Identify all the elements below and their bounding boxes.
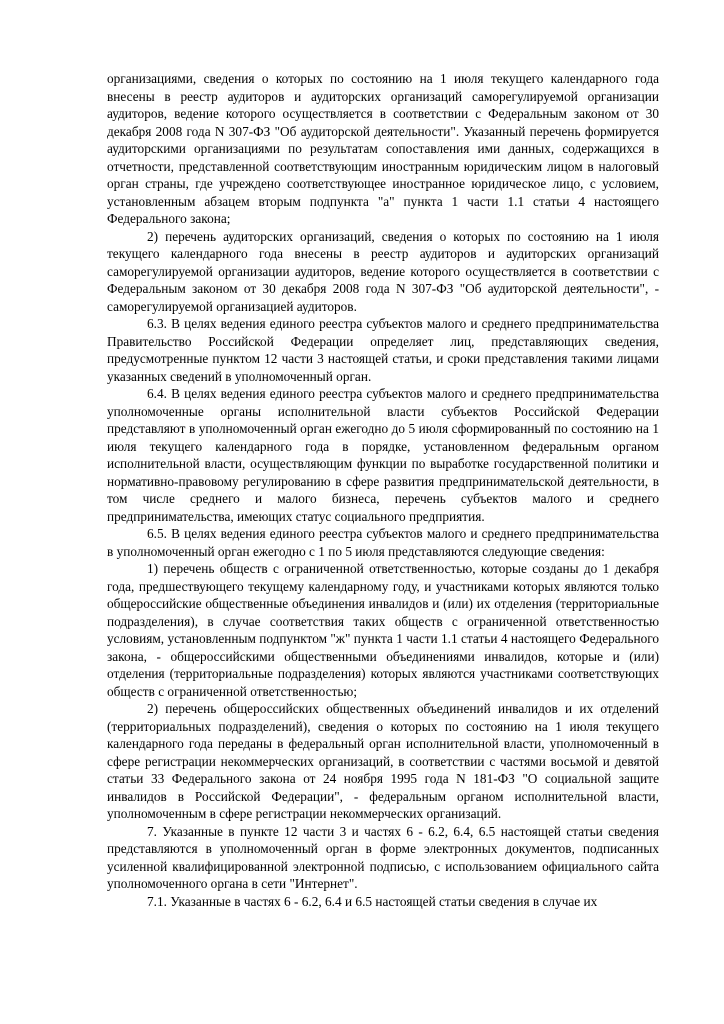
paragraph-7-1: 7.1. Указанные в частях 6 - 6.2, 6.4 и 6.5 настоящей статьи сведения в случае их <box>147 893 598 909</box>
paragraph-6-5-item-1: 1) перечень обществ с ограниченной ответственностью, которые созданы до 1 декабря года, предшествующего текущему календарному году, и участниками которых являются только общероссийские общественные объединения инвалидов и (или) их отделения (территориальные подразделения), в случае соответствия таких обществ с ограниченной ответственностью условиям, установленным подпунктом "ж" пункта 1 части 1.1 статьи 4 настоящего Федерального закона, - общероссийскими общественными объединениями инвалидов, которые и (или) отделения (территориальные подразделения) которых являются участниками соответствующих обществ с ограниченной ответственностью; <box>107 561 659 699</box>
paragraph-6-4: 6.4. В целях ведения единого реестра субъектов малого и среднего предпринимательства уполномоченные органы исполнительной власти субъектов Российской Федерации представляют в уполномоченный орган ежегодно до 5 июля сформированный по состоянию на 1 июля текущего календарного года в порядке, установленном федеральным органом исполнительной власти, осуществляющим функции по выработке государственной политики и нормативно-правовому регулированию в сфере развития предпринимательской деятельности, в том числе среднего и малого бизнеса, перечень субъектов малого и среднего предпринимательства, имеющих статус социального предприятия. <box>107 386 659 524</box>
paragraph-6-5: 6.5. В целях ведения единого реестра субъектов малого и среднего предпринимательства в уполномоченный орган ежегодно с 1 по 5 июля представляются следующие сведения: <box>107 526 659 559</box>
paragraph-1-continuation: организациями, сведения о которых по состоянию на 1 июля текущего календарного года внесены в реестр аудиторов и аудиторских организаций саморегулируемой организации аудиторов, ведение которого осуществляется в соответствии с Федеральным законом от 30 декабря 2008 года N 307-ФЗ "Об аудиторской деятельности". Указанный перечень формируется аудиторскими организациями по результатам сопоставления ими данных, содержащихся в отчетности, представленной соответствующим иностранным юридическим лицом в налоговый орган страны, где учреждено соответствующее иностранное юридическое лицо, с условием, установленным абзацем вторым подпункта "а" пункта 1 части 1.1 статьи 4 настоящего Федерального закона; <box>107 71 659 226</box>
paragraph-7: 7. Указанные в пункте 12 части 3 и частях 6 - 6.2, 6.4, 6.5 настоящей статьи сведения представляются в уполномоченный орган в форме электронных документов, подписанных усиленной квалифицированной электронной подписью, с использованием официального сайта уполномоченного органа в сети "Интернет". <box>107 823 659 891</box>
paragraph-6-5-item-2: 2) перечень общероссийских общественных объединений инвалидов и их отделений (территориальных подразделений), сведения о которых по состоянию на 1 июля текущего календарного года переданы в федеральный орган исполнительной власти, уполномоченный в сфере регистрации некоммерческих организаций, в соответствии с частями восьмой и девятой статьи 33 Федерального закона от 24 ноября 1995 года N 181-ФЗ "О социальной защите инвалидов в Российской Федерации", - федеральным органом исполнительной власти, уполномоченным в сфере регистрации некоммерческих организаций. <box>107 701 659 821</box>
document-page <box>107 70 659 910</box>
paragraph-item-2-auditors: 2) перечень аудиторских организаций, сведения о которых по состоянию на 1 июля текущего календарного года внесены в реестр аудиторов и аудиторских организаций саморегулируемой организации аудиторов, ведение которого осуществляется в соответствии с Федеральным законом от 30 декабря 2008 года N 307-ФЗ "Об аудиторской деятельности", - саморегулируемой организацией аудиторов. <box>107 228 659 314</box>
paragraph-6-3: 6.3. В целях ведения единого реестра субъектов малого и среднего предпринимательства Правительство Российской Федерации определяет лиц, представляющих сведения, предусмотренные пунктом 12 части 3 настоящей статьи, и сроки представления такими лицами указанных сведений в уполномоченный орган. <box>107 316 659 384</box>
